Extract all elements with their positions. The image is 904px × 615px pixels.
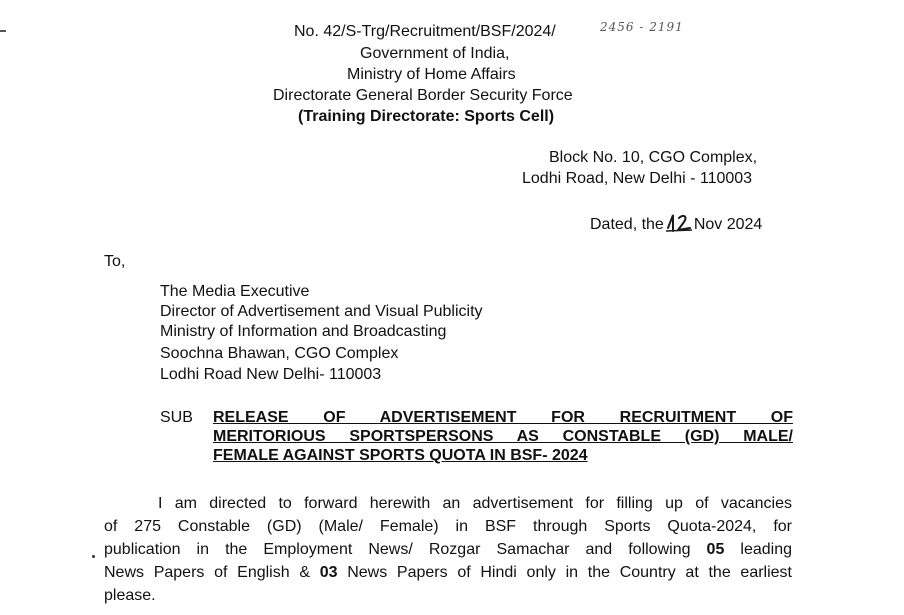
- subject-label: SUB: [160, 409, 193, 426]
- scan-dot-mark: [92, 555, 95, 558]
- body-line-5: please.: [104, 587, 156, 604]
- recipient-line-3: Ministry of Information and Broadcasting: [160, 323, 447, 340]
- subject-line-3: FEMALE AGAINST SPORTS QUOTA IN BSF- 2024: [213, 447, 588, 464]
- body-line-3-text: publication in the Employment News/ Rozgar Samachar and following: [104, 541, 707, 558]
- handwritten-day: [664, 212, 694, 234]
- body-line-2: of 275 Constable (GD) (Male/ Female) in BSF through Sports Quota-2024, for: [104, 518, 792, 535]
- ministry-line: Ministry of Home Affairs: [347, 66, 516, 83]
- recipient-line-5: Lodhi Road New Delhi- 110003: [160, 366, 382, 383]
- address-line-2: Lodhi Road, New Delhi - 110003: [522, 170, 753, 187]
- subject-line-2: MERITORIOUS SPORTSPERSONS AS CONSTABLE (GD) MALE/: [213, 428, 793, 445]
- reference-number: No. 42/S-Trg/Recruitment/BSF/2024/: [294, 23, 556, 40]
- date-suffix: Nov 2024: [693, 216, 763, 233]
- handwritten-ref-number: 2456 - 2191: [600, 20, 684, 34]
- subject-text: [213, 408, 793, 465]
- to-label: To,: [104, 253, 126, 270]
- subject-line-1: RELEASE OF ADVERTISEMENT FOR RECRUITMENT OF: [213, 409, 793, 426]
- english-papers-count: 05: [706, 541, 725, 558]
- body-line-1: I am directed to forward herewith an advertisement for filling up of vacancies: [158, 495, 792, 512]
- directorate-line: Directorate General Border Security Force: [273, 87, 573, 104]
- recipient-line-1: The Media Executive: [160, 283, 310, 300]
- government-line: Government of India,: [360, 45, 510, 62]
- body-line-4: [104, 561, 792, 584]
- hindi-papers-count: 03: [319, 564, 338, 581]
- body-line-4-text: News Papers of English &: [104, 564, 320, 581]
- recipient-line-4: Soochna Bhawan, CGO Complex: [160, 345, 399, 362]
- date-prefix: Dated, the: [590, 216, 664, 233]
- address-line-1: Block No. 10, CGO Complex,: [549, 149, 758, 166]
- date-line: [590, 212, 762, 235]
- handwritten-day-text: 14: [663, 212, 665, 213]
- scan-edge-mark: [0, 30, 6, 32]
- body-paragraph: [104, 492, 792, 607]
- recipient-line-2: Director of Advertisement and Visual Publicity: [160, 303, 483, 320]
- sports-cell-line: (Training Directorate: Sports Cell): [298, 108, 555, 125]
- body-line-3: [104, 538, 792, 561]
- body-line-4-tail: News Papers of Hindi only in the Country at the earliest: [337, 564, 793, 581]
- body-line-3-tail: leading: [724, 541, 793, 558]
